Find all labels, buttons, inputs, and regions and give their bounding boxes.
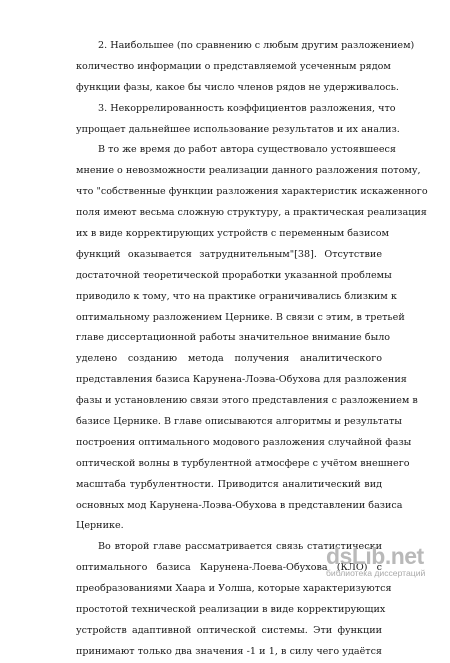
text-line: 3. Некоррелированность коэффициентов разложения, что [98, 102, 396, 114]
text-line: оптимальному разложением Цернике. В связи с этим, в третьей [76, 311, 405, 323]
text-line: упрощает дальнейшее использование результатов и их анализ. [76, 123, 400, 135]
text-line: оптимального базиса Карунена-Лоева-Обухова (КЛО) с [76, 562, 382, 574]
text-line: Цернике. [76, 520, 124, 532]
text-line: устройств адаптивной оптической системы. Эти функции [76, 624, 382, 636]
text-line: масштаба турбулентности. Приводится аналитический вид [76, 478, 382, 490]
watermark-logo: dsLib.net [326, 543, 424, 569]
text-line: принимают только два значения -1 и 1, в силу чего удаётся [76, 645, 382, 657]
text-line: главе диссертационной работы значительное внимание было [76, 332, 391, 344]
text-line: уделено созданию метода получения аналитического [76, 353, 382, 365]
text-line: функции фазы, какое бы число членов рядов не удерживалось. [76, 81, 399, 93]
watermark-caption: библиотека диссертаций [326, 568, 426, 578]
text-line: В то же время до работ автора существовало устоявшееся [98, 144, 396, 156]
text-line: количество информации о представляемой усеченным рядом [76, 60, 391, 72]
text-line: основных мод Карунена-Лоэва-Обухова в представлении базиса [76, 499, 403, 511]
text-line: приводило к тому, что на практике ограничивались близким к [76, 290, 397, 302]
text-line: простотой технической реализации в виде корректирующих [76, 604, 386, 616]
text-line: поля имеют весьма сложную структуру, а практическая реализация [76, 207, 427, 219]
text-line: построения оптимального модового разложения случайной фазы [76, 436, 412, 448]
text-line: базисе Цернике. В главе описываются алгоритмы и результаты [76, 416, 402, 428]
text-line: представления базиса Карунена-Лоэва-Обухова для разложения [76, 374, 407, 386]
text-line: мнение о невозможности реализации данного разложения потому, [76, 165, 421, 177]
dslib-watermark [326, 544, 444, 578]
text-line: функций оказывается затруднительным"[38]. Отсутствие [76, 248, 382, 260]
text-line: 2. Наибольшее (по сравнению с любым другим разложением) [98, 40, 415, 51]
text-line: достаточной теоретической проработки указанной проблемы [76, 269, 392, 281]
text-line: преобразованиями Хаара и Уолша, которые характеризуются [76, 583, 392, 595]
text-line: фазы и установлению связи этого представления с разложением в [76, 395, 418, 407]
text-line: оптической волны в турбулентной атмосфере с учётом внешнего [76, 457, 410, 469]
text-line: Во второй главе рассматривается связь статистически [98, 541, 382, 553]
text-line: что "собственные функции разложения характеристик искаженного [76, 186, 428, 198]
text-line: их в виде корректирующих устройств с переменным базисом [76, 228, 389, 240]
